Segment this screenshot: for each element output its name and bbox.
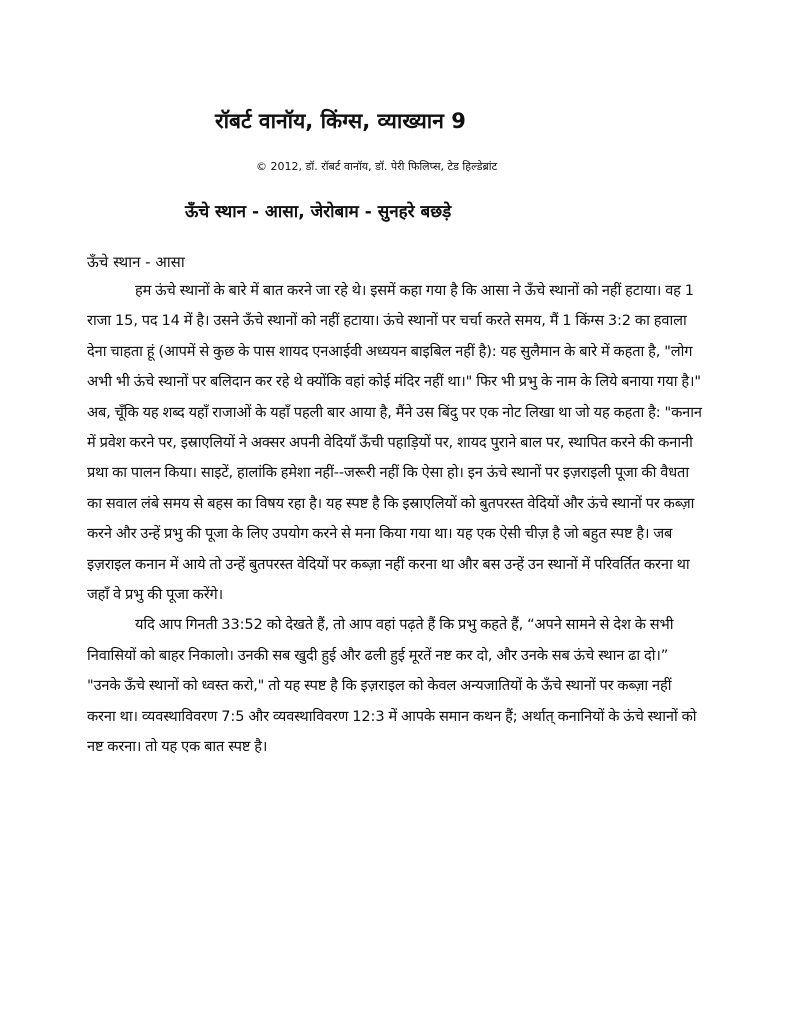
lecture-title: रॉबर्ट वानॉय, किंग्स, व्याख्यान 9 — [215, 109, 466, 133]
paragraph: यदि आप गिनती 33:52 को देखते हैं, तो आप वहां पढ़ते हैं कि प्रभु कहते हैं, “अपने सामने से देश के सभी निवासियों को बाहर निकालो। उनकी सब खुदी हुई और ढली हुई मूरतें नष्ट कर दो, और उनके सब ऊंचे स्थान ढा दो।” "उनके ऊँचे स्थानों को ध्वस्त करो," तो यह स्पष्ट है कि इज़राइल को केवल अन्यजातियों के ऊँचे स्थानों पर कब्ज़ा नहीं करना था। व्यवस्थाविवरण 7:5 और व्यवस्थाविवरण 12:3 में आपके समान कथन हैं; अर्थात् कनानियों के ऊंचे स्थानों को नष्ट करना। तो यह एक बात स्पष्ट है। — [87, 616, 697, 756]
paragraph: हम ऊंचे स्थानों के बारे में बात करने जा रहे थे। इसमें कहा गया है कि आसा ने ऊँचे स्थानों को नहीं हटाया। वह 1 राजा 15, पद 14 में है। उसने ऊँचे स्थानों को नहीं हटाया। ऊंचे स्थानों पर चर्चा करते समय, मैं 1 किंग्स 3:2 का हवाला देना चाहता हूं (आपमें से कुछ के पास शायद एनआईवी अध्ययन बाइबिल नहीं है): यह सुलैमान के बारे में कहता है, "लोग अभी भी ऊंचे स्थानों पर बलिदान कर रहे थे क्योंकि वहां कोई मंदिर नहीं था।" फिर भी प्रभु के नाम के लिये बनाया गया है।" अब, चूँकि यह शब्द यहाँ राजाओं के यहाँ पहली बार आया है, मैंने उस बिंदु पर एक नोट लिखा था जो यह कहता है: "कनान में प्रवेश करने पर, इस्राएलियों ने अक्सर अपनी वेदियाँ ऊँची पहाड़ियों पर, शायद पुराने बाल पर, स्थापित करने की कनानी प्रथा का पालन किया। साइटें, हालांकि हमेशा नहीं--जरूरी नहीं कि ऐसा हो। इन ऊंचे स्थानों पर इज़राइली पूजा की वैधता का सवाल लंबे समय से बहस का विषय रहा है। यह स्पष्ट है कि इस्राएलियों को बुतपरस्त वेदियों और ऊंचे स्थानों पर कब्ज़ा करने और उन्हें प्रभु की पूजा के लिए उपयोग करने से मना किया गया था। यह एक ऐसी चीज़ है जो बहुत स्पष्ट है। जब इज़राइल कनान में आये तो उन्हें बुतपरस्त वेदियों पर कब्ज़ा नहीं करना था और बस उन्हें उन स्थानों में परिवर्तित करना था जहाँ वे प्रभु की पूजा करेंगे। — [87, 282, 702, 604]
body-text — [87, 276, 703, 763]
section-heading: ऊँचे स्थान - आसा — [87, 253, 185, 271]
lecture-subtitle: ऊँचे स्थान - आसा, जेरोबाम - सुनहरे बछड़े — [185, 202, 452, 222]
copyright-line: © 2012, डॉ. रॉबर्ट वानॉय, डॉ. पेरी फिलिप्स, टेड हिल्डेब्रांट — [256, 160, 498, 173]
